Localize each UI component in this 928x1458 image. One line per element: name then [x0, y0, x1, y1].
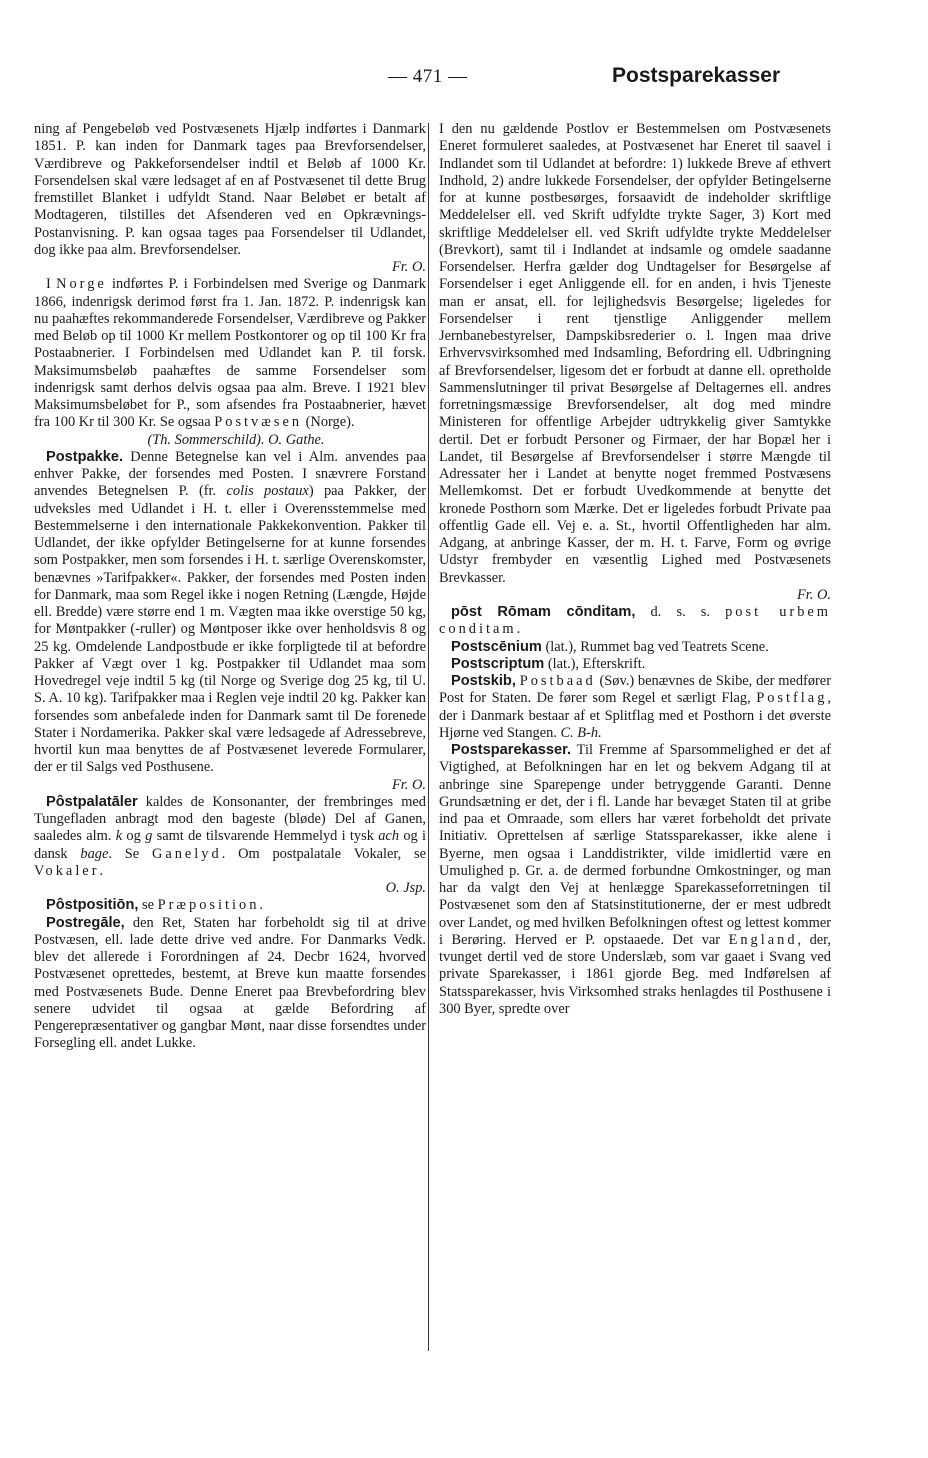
- entry-postscriptum: Postscriptum (lat.), Efterskrift.: [451, 655, 646, 672]
- cross-reference: Ganelyd: [151, 845, 222, 862]
- column-divider: [428, 123, 429, 1351]
- author-signature: C. B-h.: [560, 724, 602, 741]
- entry-continuation: ning af Pengebeløb ved Postvæsenets Hjælp indførtes i Danmark 1851. P. kan inden for Danmark tages paa Brevforsendelser, Værdibreve og Pakkeforsendelser indtil et Beløb af 1000 Kr. Forsendelsen skal være ledsaget af en af Postvæsenet til dette Brug fremstillet Blanket i udfyldt Stand. Naar Beløbet er betalt af Modtageren, tilstilles det Afsenderen ved en Opkrævnings-Postanvisning. P. kan ogsaa tages paa Forsendelser til Udlandet, dog ikke paa alm. Brevforsendelser. Fr. O.: [34, 121, 426, 275]
- cross-reference: post urbem conditam: [439, 604, 831, 638]
- headword: Postregāle,: [46, 914, 125, 931]
- entry-postregale: Postregāle, den Ret, Staten har forbeholdt sig til at drive Postvæsen, ell. lade dette drive ved andre. For Danmarks Vedk. blev det allerede i Forordningen af 24. Decbr 1624, hvorved Postvæsenet oprettedes, bestemt, at Breve kun maatte forsendes med Postvæsenets Bude. Denne Eneret paa Brevbefordring blev senere udvidet til ogsaa at gælde Befordring af Pengerepræsentativer og gangbar Mønt, naar disse forsendtes under Forsegling ell. andet Lukke.: [34, 914, 426, 1052]
- left-column: [34, 121, 426, 1053]
- spaced-term: England: [728, 931, 798, 948]
- entry-postpalataler: Pôstpalatāler kaldes de Konsonanter, der frembringes med Tungefladen anbragt mod den bageste (bløde) Del af Ganen, saaledes alm. k og g samt de tilsvarende Hemmelyd i tysk ach og i dansk bage. Se Ganelyd. Om postpalatale Vokaler, se Vokaler. O. Jsp.: [34, 793, 427, 896]
- spaced-term: Postflag: [756, 690, 828, 707]
- entry-postpakke: Postpakke. Denne Betegnelse kan vel i Alm. anvendes paa enhver Pakke, der forsendes med Posten. I snævrere Forstand anvendes Betegnelsen P. (fr. colis postaux) paa Pakker, der udveksles med Udlandet i H. t. eller i Overensstemmelse med Bestemmelserne i den internationale Pakkekonvention. Pakker til Udlandet, der ikke opfylder Betingelserne for at kunne forsendes som Postpakker, men som forsendes i H. t. særlige Overenskomster, benævnes »Tarifpakker«. Pakker, der forsendes med Posten inden for Danmark, maa som Regel ikke i nogen Retning (Længde, Højde ell. Bredde) være større end 1 m. Vægten maa ikke overstige 50 kg, for Møntpakker (-ruller) og Møntposer ikke over henholdsvis 8 og 25 kg. Omdelende Landpostbude er ikke forpligtede til at befordre Pakker af Vægt over 1 kg. Postpakker til Udlandet maa som Hovedregel veje indtil 5 kg (til Norge og Sverige dog 25 kg, til U. S. A. 10 kg). Tarifpakker maa i Reglen veje indtil 20 kg. Pakker kan forsendes som anbefalede inden for Danmark samt til De forenede Stater i Nordamerika. Pakker skal være ledsagede af Adressebreve, hvortil kun maa benyttes de af Postvæsenet leverede Formularer, der er til Salgs ved Posthusene. Fr. O.: [34, 448, 427, 793]
- cross-reference: Præposition: [157, 897, 260, 914]
- author-signature: (Th. Sommerschild). O. Gathe.: [147, 431, 325, 448]
- page-number: — 471 —: [388, 66, 468, 87]
- headword: Postskib,: [451, 673, 516, 689]
- headword: Postpakke.: [46, 448, 124, 465]
- running-title: Postsparekasser: [612, 64, 781, 87]
- page-header: [0, 66, 928, 96]
- headword: pōst Rōmam cōnditam,: [451, 604, 636, 620]
- headword: Postscriptum: [451, 655, 545, 672]
- headword: Pôstpositiōn,: [46, 897, 139, 914]
- entry-continuation: I den nu gældende Postlov er Bestemmelsen om Postvæsenets Eneret formuleret saaledes, at Postvæsenet har Eneret til saavel i Indlandet som til Udlandet at befordre: 1) lukkede Breve af ethvert Indhold, 2) andre lukkede Forsendelser, der opfylder Betingelserne for at kunne postbesørges, forsaavidt de indeholder skriftlige Meddelelser ell. ved Skrift udfyldte trykte Sager, 3) Kort med skriftlige Meddelelser ell. ved Skrift udfyldte trykte Meddelelser (Brevkort), samt til i Indlandet at indsamle og omdele saadanne Forsendelser. Herfra gælder dog Undtagelser for Besørgelse af Forsendelser i eget Anliggende ell. for en anden, i hvis Tjeneste man er ansat, ell. for lejlighedsvis Besørgelse; ligeledes for Forsendelser i rent tjenstlige Anliggender mellem Jernbanebestyrelser, Dampskibsrederier o. l. Ingen maa drive Erhvervsvirksomhed med Indsamling, Befordring ell. Udbringning af Brevforsendelser, ligesom det er forbudt at danne ell. opretholde Sammenslutninger til privat Besørgelse af Deltagernes ell. andres forretningsmæssige Brevforsendelser, alt dog med mindre Ministeren for offentlige Arbejder udtrykkelig giver Samtykke dertil. Det er forbudt Personer og Firmaer, der har Bopæl her i Landet, til Besørgelse af Brevforsendelser i større Mængde til Adressater her i Landet at benytte noget fremmed Postvæsens Mellemkomst. Det er forbudt Uvedkommende at benytte det kronede Posthorn som Mærke. Det er ligeledes forbudt Private paa offentlig Gade ell. Vej e. a. St., hvortil Offentligheden har alm. Adgang, at anbringe Kasser, der m. H. t. Farve, Form og øvrige Udstyr frembyder en væsentlig Lighed med Postvæsenets Brevkasser. Fr. O.: [439, 121, 831, 603]
- entry-post-romam-conditam: pōst Rōmam cōnditam, d. s. s. post urbem conditam.: [439, 604, 831, 638]
- cross-reference: Vokaler: [34, 862, 100, 879]
- entry-postscenium: Postscēnium (lat.), Rummet bag ved Teatrets Scene.: [451, 638, 769, 655]
- entry-postskib: Postskib, Postbaad (Søv.) benævnes de Skibe, der medfører Post for Staten. De fører som Regel et særligt Flag, Postflag, der i Danmark bestaar af et Splitflag med et Posthorn i det øverste Hjørne ved Stangen. C. B-h.: [439, 673, 831, 741]
- cross-reference: Postvæsen: [214, 414, 303, 431]
- spaced-term: Postbaad: [519, 673, 596, 689]
- headword: Postscēnium: [451, 638, 542, 655]
- author-signature: Fr. O.: [392, 776, 426, 793]
- entry-postposition: Pôstpositiōn, se Præposition.: [46, 897, 264, 914]
- author-signature: Fr. O.: [797, 586, 831, 603]
- entry-paragraph-norway: I Norge indførtes P. i Forbindelsen med Sverige og Danmark 1866, indenrigsk derimod først fra 1. Jan. 1872. P. indenrigsk kan nu paahæftes rekommanderede Forsendelser, Værdibreve og Pakker med Beløb op til 1000 Kr mellem Postkontorer og op til 100 Kr fra Postaabnerier. I Forbindelsen med Udlandet kan P. til forsk. Maksimumsbeløb paahæftes de samme Forsendelser som indenrigsk samt derhos delvis ogsaa paa alm. Breve. I 1921 blev Maksimumsbeløbet for P., som afsendes fra Postaabnerier, hævet fra 100 Kr til 300 Kr. Se ogsaa Postvæsen (Norge). (Th. Sommerschild). O. Gathe.: [34, 276, 426, 448]
- headword: Pôstpalatāler: [46, 793, 138, 810]
- right-column: [439, 121, 831, 1018]
- entry-postsparekasser: Postsparekasser. Til Fremme af Sparsommelighed er det af Vigtighed, at Befolkningen har en let og bekvem Adgang til at anbringe sine Sparepenge under betryggende Garanti. Denne Grundsætning er det, der i fl. Lande har bevæget Staten til at gribe ind paa et Omraade, som ellers har været forbeholdt det private Initiativ. Oprettelsen af særlige Statssparekasser, ikke alene i Byerne, men ogsaa i Landdistrikter, vilde imidlertid være en Umulighed p. Gr. a. de dermed forbundne Omkostninger, og man har da valgt den Vej at henlægge Sparekasseforretningen til Postvæsenet som den af Statsinstitutionerne, der er mest udbredt over Landet, og med hvilken Befolkningen oftest og lettest kommer i Berøring. Herved er P. opstaaede. Det var England, der, tvunget dertil ved de store Underslæb, som var gaaet i Svang ved private Sparekasser, i 1861 gjorde Beg. med Indførelsen af Statssparekasser, hvis Virksomhed straks henlagdes til Posthusene i 300 Byer, spredte over: [439, 742, 831, 1017]
- author-signature: O. Jsp.: [385, 880, 426, 896]
- headword: Postsparekasser.: [451, 742, 572, 758]
- spaced-term: Norge: [56, 276, 107, 293]
- author-signature: Fr. O.: [392, 259, 426, 275]
